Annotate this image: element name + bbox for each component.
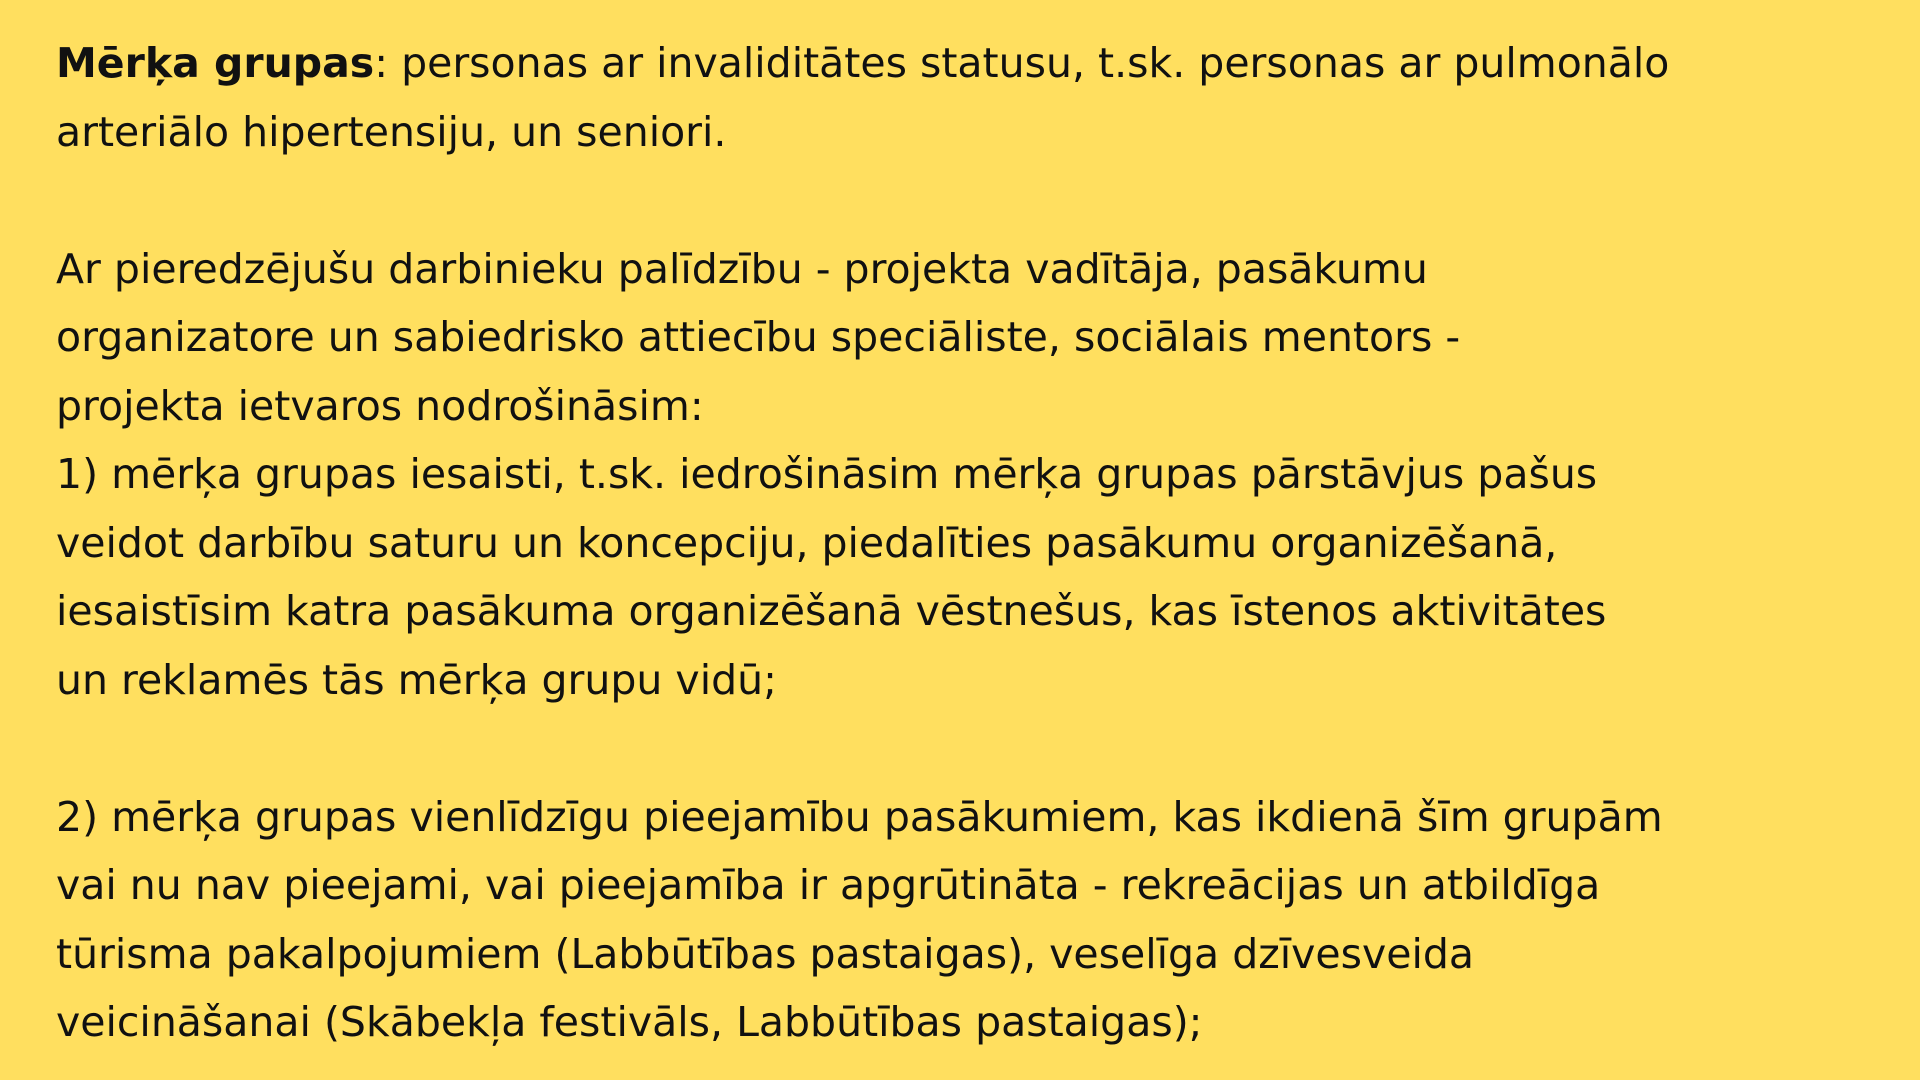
list-item-1-line-4: un reklamēs tās mērķa grupu vidū; <box>56 655 777 704</box>
list-item-1-line-3: iesaistīsim katra pasākuma organizēšanā vēstnešus, kas īstenos aktivitātes <box>56 587 1607 635</box>
paragraph-spacer <box>56 166 1880 235</box>
target-groups-text: : personas ar invaliditātes statusu, t.sk. personas ar pulmonālo <box>374 39 1670 87</box>
target-groups-line-2: arteriālo hipertensiju, un seniori. <box>56 107 727 156</box>
list-item-1-line-2: veidot darbību saturu un koncepciju, piedalīties pasākumu organizēšanā, <box>56 518 1558 567</box>
list-item-2-line-3: tūrisma pakalpojumiem (Labbūtības pastaigas), veselīga dzīvesveida <box>56 929 1475 978</box>
staff-paragraph-line-3: projekta ietvaros nodrošināsim: <box>56 381 704 430</box>
target-groups-line-1 <box>56 29 1880 98</box>
paragraph-spacer <box>56 714 1880 783</box>
staff-paragraph-line-2: organizatore un sabiedrisko attiecību speciāliste, sociālais mentors - <box>56 313 1461 361</box>
staff-paragraph-line-1: Ar pieredzējušu darbinieku palīdzību - projekta vadītāja, pasākumu <box>56 244 1428 293</box>
list-item-2-line-4: veicināšanai (Skābekļa festivāls, Labbūtības pastaigas); <box>56 998 1203 1046</box>
list-item-1-line-1: 1) mērķa grupas iesaisti, t.sk. iedrošināsim mērķa grupas pārstāvjus pašus <box>56 450 1598 498</box>
list-item-2-line-2: vai nu nav pieejami, vai pieejamība ir apgrūtināta - rekreācijas un atbildīga <box>56 861 1601 909</box>
target-groups-heading: Mērķa grupas <box>56 39 375 87</box>
list-item-2-line-1: 2) mērķa grupas vienlīdzīgu pieejamību pasākumiem, kas ikdienā šīm grupām <box>56 792 1663 841</box>
